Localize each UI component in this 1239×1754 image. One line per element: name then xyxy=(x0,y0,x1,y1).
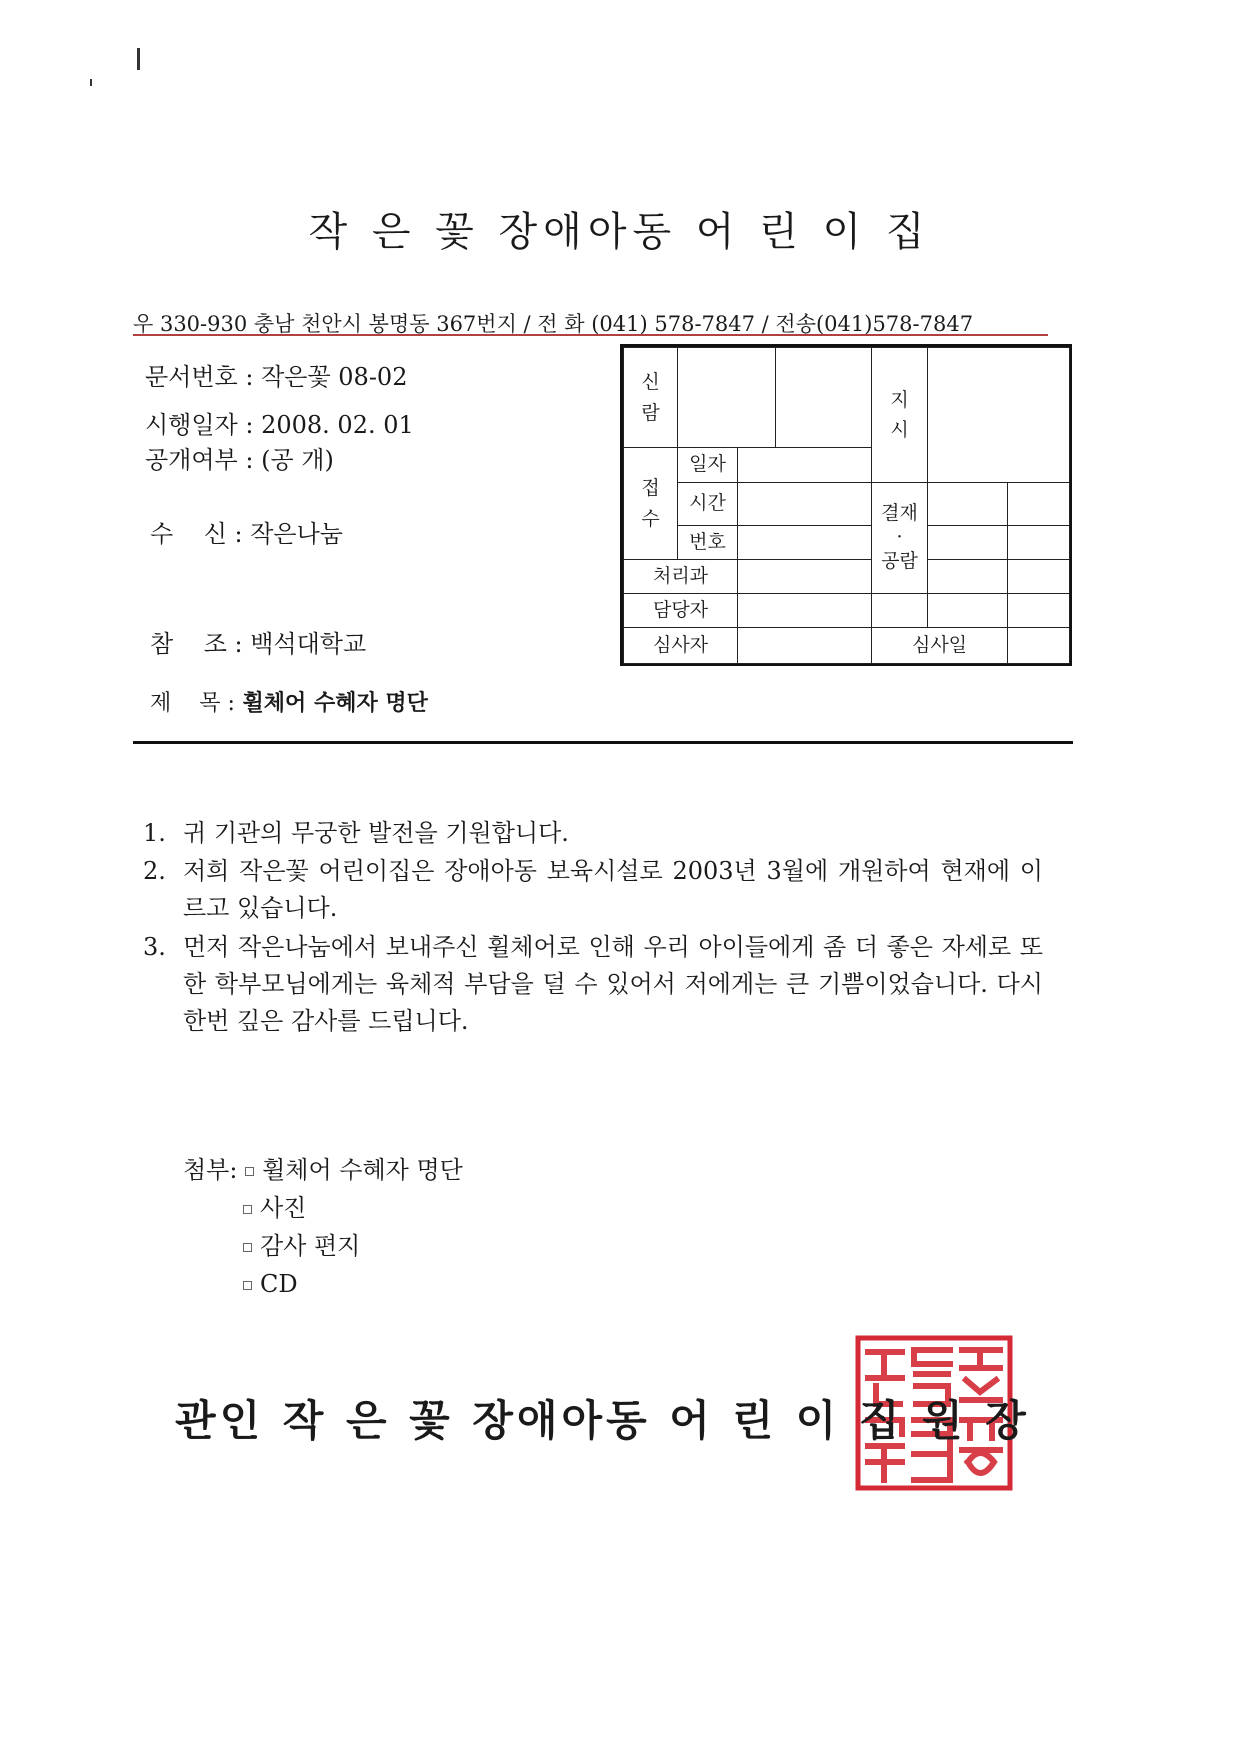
number-slot xyxy=(738,526,872,560)
approval-slot xyxy=(872,594,928,628)
address-line: 우 330-930 충남 천안시 봉명동 367번지 / 전 화 (041) 578-7847 / 전송(041)578-7847 xyxy=(133,312,974,336)
review-slot-1 xyxy=(678,348,776,448)
address-rule xyxy=(133,334,1048,336)
recipient-value: 작은나눔 xyxy=(250,520,343,548)
bullet-icon xyxy=(243,1205,252,1214)
bullet-icon xyxy=(245,1167,254,1176)
instruction-slot xyxy=(928,348,1070,483)
approval-dot: · xyxy=(896,526,903,549)
examiner-cell: 심사자 xyxy=(624,628,738,664)
approval-slot xyxy=(1008,560,1070,594)
approval-slot xyxy=(1008,526,1070,560)
person-in-charge-slot xyxy=(738,594,872,628)
body-item-text: 저희 작은꽃 어린이집은 장애아동 보육시설로 2003년 3월에 개원하여 현재에 이르고 있습니다. xyxy=(183,857,1043,922)
date-label: 시행일자 : xyxy=(145,411,254,439)
body-item-2 xyxy=(143,853,1043,927)
approval-slot xyxy=(928,560,1008,594)
receipt-cell: 접수 xyxy=(624,448,678,560)
subject-value: 휠체어 수혜자 명단 xyxy=(242,691,428,716)
bullet-icon xyxy=(243,1281,252,1290)
exam-date-cell: 심사일 xyxy=(872,628,1008,664)
doc-number-row xyxy=(145,357,407,392)
exam-date-slot xyxy=(1008,628,1070,664)
approval-label-1: 결재 xyxy=(881,502,918,525)
time-cell: 시간 xyxy=(678,483,738,526)
body-item-text: 귀 기관의 무궁한 발전을 기원합니다. xyxy=(183,819,569,847)
approval-slot xyxy=(928,526,1008,560)
disclosure-label: 공개여부 : xyxy=(145,446,254,474)
date-slot xyxy=(738,448,872,483)
attachment-item: 사진 xyxy=(260,1194,307,1222)
approval-label-2: 공람 xyxy=(881,549,918,572)
scan-mark xyxy=(90,79,92,86)
time-slot xyxy=(738,483,872,526)
reference-label: 참 조 : xyxy=(150,630,243,658)
disclosure-row xyxy=(145,440,334,475)
date-value: 2008. 02. 01 xyxy=(261,411,414,439)
attachment-item: 휠체어 수혜자 명단 xyxy=(262,1156,463,1184)
subject-row xyxy=(150,686,428,717)
review-cell: 신람 xyxy=(624,348,678,448)
person-in-charge-cell: 담당자 xyxy=(624,594,738,628)
attachments-label: 첨부: xyxy=(183,1156,238,1184)
date-row xyxy=(145,405,414,440)
number-cell: 번호 xyxy=(678,526,738,560)
attachment-item: 감사 편지 xyxy=(260,1232,361,1260)
approval-slot xyxy=(928,483,1008,526)
bullet-icon xyxy=(243,1243,252,1252)
body-item-1 xyxy=(143,815,1043,852)
body-item-3 xyxy=(143,929,1043,1040)
instruction-cell: 지시 xyxy=(872,348,928,483)
doc-number-label: 문서번호 : xyxy=(145,363,254,391)
body-item-text: 먼저 작은나눔에서 보내주신 휠체어로 인해 우리 아이들에게 좀 더 좋은 자세로 또한 학부모님에게는 육체적 부담을 덜 수 있어서 저에게는 큰 기쁨이었습니다. 다시 한번 깊은 감사를 드립니다. xyxy=(183,933,1043,1035)
recipient-label: 수 신 : xyxy=(150,520,243,548)
process-dept-cell: 처리과 xyxy=(624,560,738,594)
recipient-row xyxy=(150,514,343,549)
approval-slot xyxy=(1008,594,1070,628)
header-divider xyxy=(133,741,1073,744)
approval-box xyxy=(620,344,1072,666)
page-title: 작 은 꽃 장애아동 어 린 이 집 xyxy=(308,209,931,255)
body-item-number: 2. xyxy=(143,857,166,885)
body-item-number: 1. xyxy=(143,819,166,847)
body-item-number: 3. xyxy=(143,933,166,961)
process-dept-slot xyxy=(738,560,872,594)
subject-label: 제 목 : xyxy=(150,691,235,716)
doc-number-value: 작은꽃 08-02 xyxy=(261,363,408,391)
signer-name: 관인 작 은 꽃 장애아동 어 린 이 집 원 장 xyxy=(175,1396,1030,1445)
review-slot-2 xyxy=(776,348,872,448)
scan-mark xyxy=(137,48,140,70)
attachments xyxy=(183,1151,463,1303)
approval-slot xyxy=(1008,483,1070,526)
approval-slot xyxy=(928,594,1008,628)
disclosure-value: (공 개) xyxy=(261,446,334,474)
date-cell: 일자 xyxy=(678,448,738,483)
approval-cell xyxy=(872,483,928,594)
reference-row xyxy=(150,624,366,659)
reference-value: 백석대학교 xyxy=(250,630,367,658)
examiner-slot xyxy=(738,628,872,664)
attachment-item: CD xyxy=(260,1270,298,1298)
